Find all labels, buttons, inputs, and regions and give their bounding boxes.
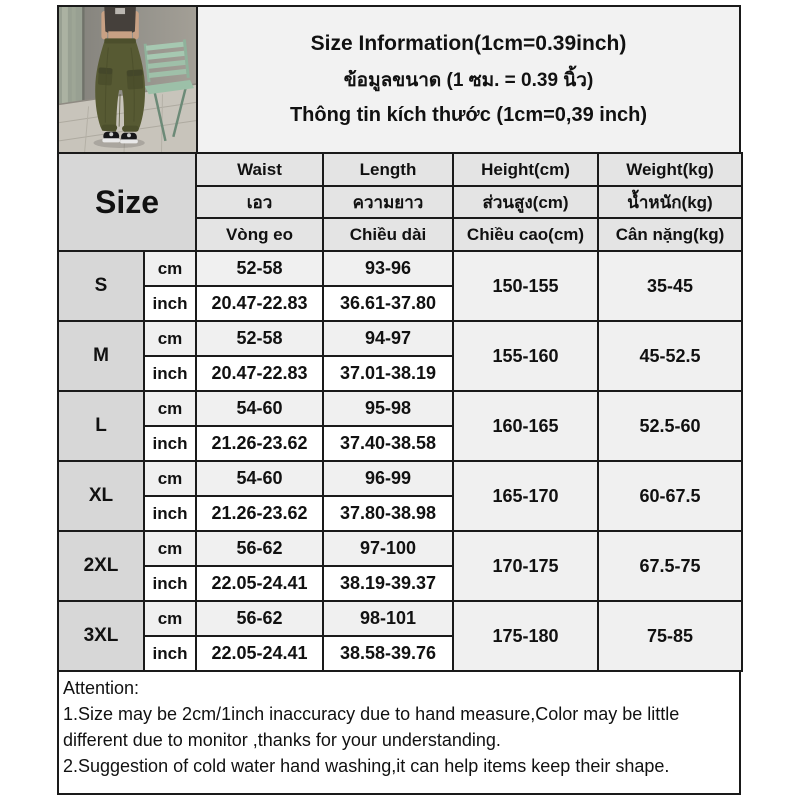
size-label-l: L: [58, 391, 144, 461]
product-photo-scene: [59, 7, 196, 152]
waist-cm-3xl: 56-62: [196, 601, 323, 636]
waist-cm-2xl: 56-62: [196, 531, 323, 566]
length-cm-xl: 96-99: [323, 461, 453, 496]
row-s-cm: [58, 251, 742, 286]
length-inch-l: 37.40-38.58: [323, 426, 453, 461]
header-section: [57, 5, 741, 152]
unit-cm: cm: [144, 461, 196, 496]
attention-notes: [57, 672, 741, 795]
waist-cm-m: 52-58: [196, 321, 323, 356]
unit-inch: inch: [144, 286, 196, 321]
waist-inch-xl: 21.26-23.62: [196, 496, 323, 531]
height-3xl: 175-180: [453, 601, 598, 671]
waist-cm-xl: 54-60: [196, 461, 323, 496]
length-cm-l: 95-98: [323, 391, 453, 426]
size-label-s: S: [58, 251, 144, 321]
right-cuff: [122, 126, 139, 132]
title-block: [198, 7, 739, 152]
col-waist-th: เอว: [196, 186, 323, 218]
col-waist-en: Waist: [196, 153, 323, 186]
waistband: [104, 38, 136, 43]
length-cm-s: 93-96: [323, 251, 453, 286]
title-vietnamese: Thông tin kích thước (1cm=0,39 inch): [289, 104, 648, 126]
length-inch-s: 36.61-37.80: [323, 286, 453, 321]
unit-inch: inch: [144, 356, 196, 391]
length-inch-xl: 37.80-38.98: [323, 496, 453, 531]
product-photo: [59, 7, 198, 152]
row-l-cm: [58, 391, 742, 426]
col-length-vi: Chiều dài: [323, 218, 453, 251]
unit-cm: cm: [144, 251, 196, 286]
weight-2xl: 67.5-75: [598, 531, 742, 601]
unit-inch: inch: [144, 566, 196, 601]
col-height-vi: Chiều cao(cm): [453, 218, 598, 251]
col-weight-th: น้ำหนัก(kg): [598, 186, 742, 218]
row-2xl-cm: [58, 531, 742, 566]
waist-cm-l: 54-60: [196, 391, 323, 426]
col-length-en: Length: [323, 153, 453, 186]
weight-l: 52.5-60: [598, 391, 742, 461]
waist-inch-l: 21.26-23.62: [196, 426, 323, 461]
unit-cm: cm: [144, 391, 196, 426]
size-label-2xl: 2XL: [58, 531, 144, 601]
size-label-m: M: [58, 321, 144, 391]
unit-inch: inch: [144, 496, 196, 531]
row-3xl-cm: [58, 601, 742, 636]
left-cuff: [101, 125, 117, 131]
waist-inch-s: 20.47-22.83: [196, 286, 323, 321]
col-height-en: Height(cm): [453, 153, 598, 186]
waist-inch-3xl: 22.05-24.41: [196, 636, 323, 671]
waist-inch-2xl: 22.05-24.41: [196, 566, 323, 601]
row-m-cm: [58, 321, 742, 356]
col-weight-en: Weight(kg): [598, 153, 742, 186]
title-thai: ข้อมูลขนาด (1 ซม. = 0.39 นิ้ว): [343, 70, 594, 91]
col-length-th: ความยาว: [323, 186, 453, 218]
glass-door: [59, 7, 85, 108]
size-table: [57, 152, 743, 672]
header-row-en: [58, 153, 742, 186]
unit-inch: inch: [144, 426, 196, 461]
unit-cm: cm: [144, 531, 196, 566]
attention-line-2: 2.Suggestion of cold water hand washing,it can help items keep their shape.: [63, 756, 670, 777]
length-inch-2xl: 38.19-39.37: [323, 566, 453, 601]
col-height-th: ส่วนสูง(cm): [453, 186, 598, 218]
waist-inch-m: 20.47-22.83: [196, 356, 323, 391]
size-label-xl: XL: [58, 461, 144, 531]
attention-line-1: 1.Size may be 2cm/1inch inaccuracy due to hand measure,Color may be little different due to monitor ,thanks for your understanding.: [63, 704, 680, 751]
unit-cm: cm: [144, 601, 196, 636]
col-waist-vi: Vòng eo: [196, 218, 323, 251]
length-inch-m: 37.01-38.19: [323, 356, 453, 391]
title-english: Size Information(1cm=0.39inch): [310, 32, 627, 55]
size-label-3xl: 3XL: [58, 601, 144, 671]
length-cm-3xl: 98-101: [323, 601, 453, 636]
length-cm-2xl: 97-100: [323, 531, 453, 566]
height-2xl: 170-175: [453, 531, 598, 601]
weight-3xl: 75-85: [598, 601, 742, 671]
length-inch-3xl: 38.58-39.76: [323, 636, 453, 671]
row-xl-cm: [58, 461, 742, 496]
height-m: 155-160: [453, 321, 598, 391]
size-corner-header: Size: [58, 153, 196, 251]
unit-inch: inch: [144, 636, 196, 671]
height-l: 160-165: [453, 391, 598, 461]
col-weight-vi: Cân nặng(kg): [598, 218, 742, 251]
weight-m: 45-52.5: [598, 321, 742, 391]
waist-cm-s: 52-58: [196, 251, 323, 286]
attention-heading: Attention:: [63, 678, 140, 698]
weight-xl: 60-67.5: [598, 461, 742, 531]
length-cm-m: 94-97: [323, 321, 453, 356]
size-chart-sheet: [57, 5, 741, 795]
weight-s: 35-45: [598, 251, 742, 321]
height-xl: 165-170: [453, 461, 598, 531]
height-s: 150-155: [453, 251, 598, 321]
unit-cm: cm: [144, 321, 196, 356]
